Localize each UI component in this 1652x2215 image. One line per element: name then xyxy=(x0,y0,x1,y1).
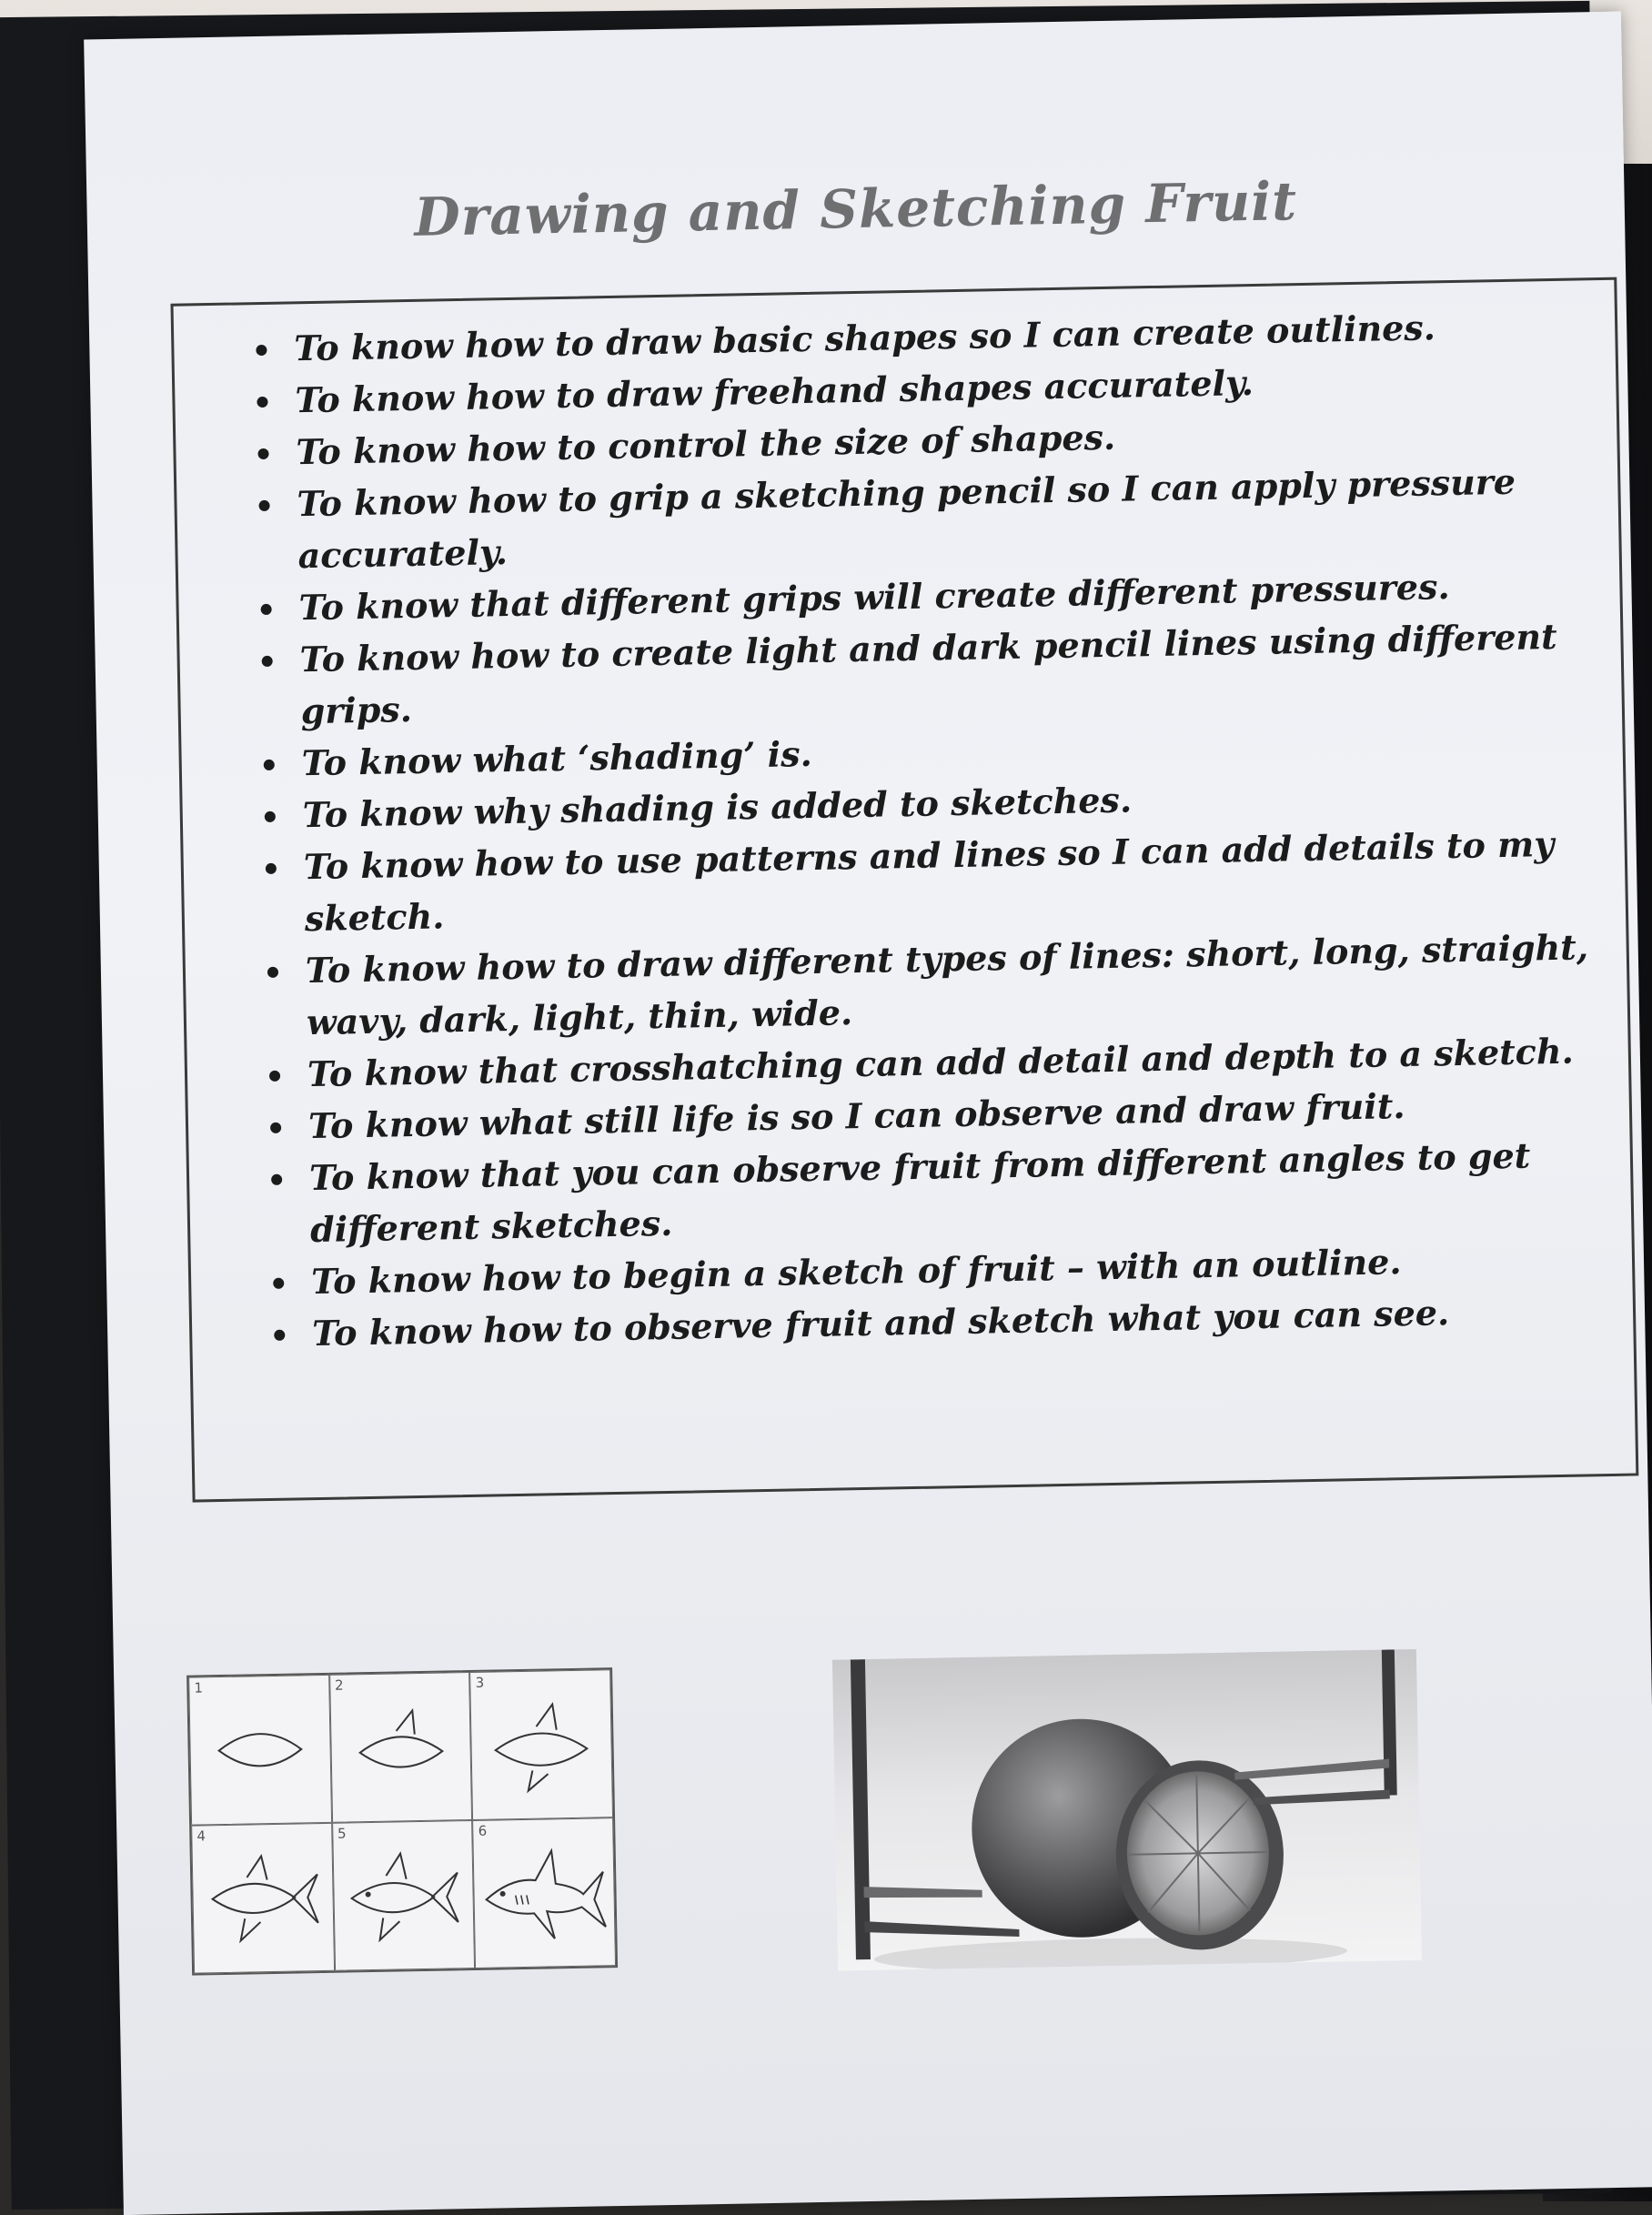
fish-eye-icon xyxy=(333,1821,475,1970)
objectives-list xyxy=(256,298,1597,1359)
step-number: 5 xyxy=(337,1825,347,1842)
objective-item: To know how to draw freehand shapes accurately. xyxy=(257,350,1580,427)
objective-item: To know what ‘shading’ is. xyxy=(263,713,1587,790)
objective-item: To know how to create light and dark pencil lines using different grips. xyxy=(261,609,1586,738)
fish-fins-icon xyxy=(470,1670,612,1819)
shark-icon xyxy=(473,1818,615,1968)
fish-step-1 xyxy=(188,1675,332,1826)
worksheet-page xyxy=(84,12,1652,2215)
fish-tail-icon xyxy=(192,1824,334,1973)
step-number: 2 xyxy=(334,1676,344,1694)
fish-step-5 xyxy=(332,1820,476,1971)
orange-drawing-icon xyxy=(832,1649,1422,1971)
objective-item: To know that crosshatching can add detail and depth to a sketch. xyxy=(269,1024,1593,1101)
step-number: 6 xyxy=(478,1822,488,1839)
fish-step-2 xyxy=(329,1672,473,1823)
objective-item: To know how to draw basic shapes so I can create outlines. xyxy=(256,298,1579,375)
page-title: Drawing and Sketching Fruit xyxy=(413,170,1298,248)
step-number: 4 xyxy=(196,1827,206,1845)
objective-item: To know how to draw different types of lines: short, long, straight, wavy, dark, light, thin, wide. xyxy=(267,921,1591,1049)
step-number: 1 xyxy=(194,1679,204,1696)
orange-sketch-image xyxy=(832,1649,1422,1971)
objective-item: To know what still life is so I can observe and draw fruit. xyxy=(270,1076,1594,1153)
fish-fin-icon xyxy=(330,1673,472,1822)
fish-outline-icon xyxy=(189,1676,331,1825)
objective-item: To know that you can observe fruit from different angles to get different sketches. xyxy=(271,1128,1596,1256)
objective-item: To know that different grips will create different pressures. xyxy=(260,558,1584,634)
fish-step-6 xyxy=(472,1817,616,1968)
objectives-box xyxy=(170,277,1638,1503)
objective-item: To know why shading is added to sketches. xyxy=(264,765,1587,841)
objective-item: To know how to use patterns and lines so I can add details to my sketch. xyxy=(265,817,1589,945)
objective-item: To know how to grip a sketching pencil so I can apply pressure accurately. xyxy=(258,454,1583,582)
fish-drawing-steps xyxy=(186,1667,618,1976)
objective-item: To know how to observe fruit and sketch what you can see. xyxy=(274,1284,1597,1360)
objective-item: To know how to begin a sketch of fruit – with an outline. xyxy=(273,1232,1597,1308)
objective-item: To know how to control the size of shapes. xyxy=(257,402,1581,478)
fish-step-3 xyxy=(469,1669,613,1820)
fish-step-4 xyxy=(191,1823,335,1974)
step-number: 3 xyxy=(475,1674,485,1691)
